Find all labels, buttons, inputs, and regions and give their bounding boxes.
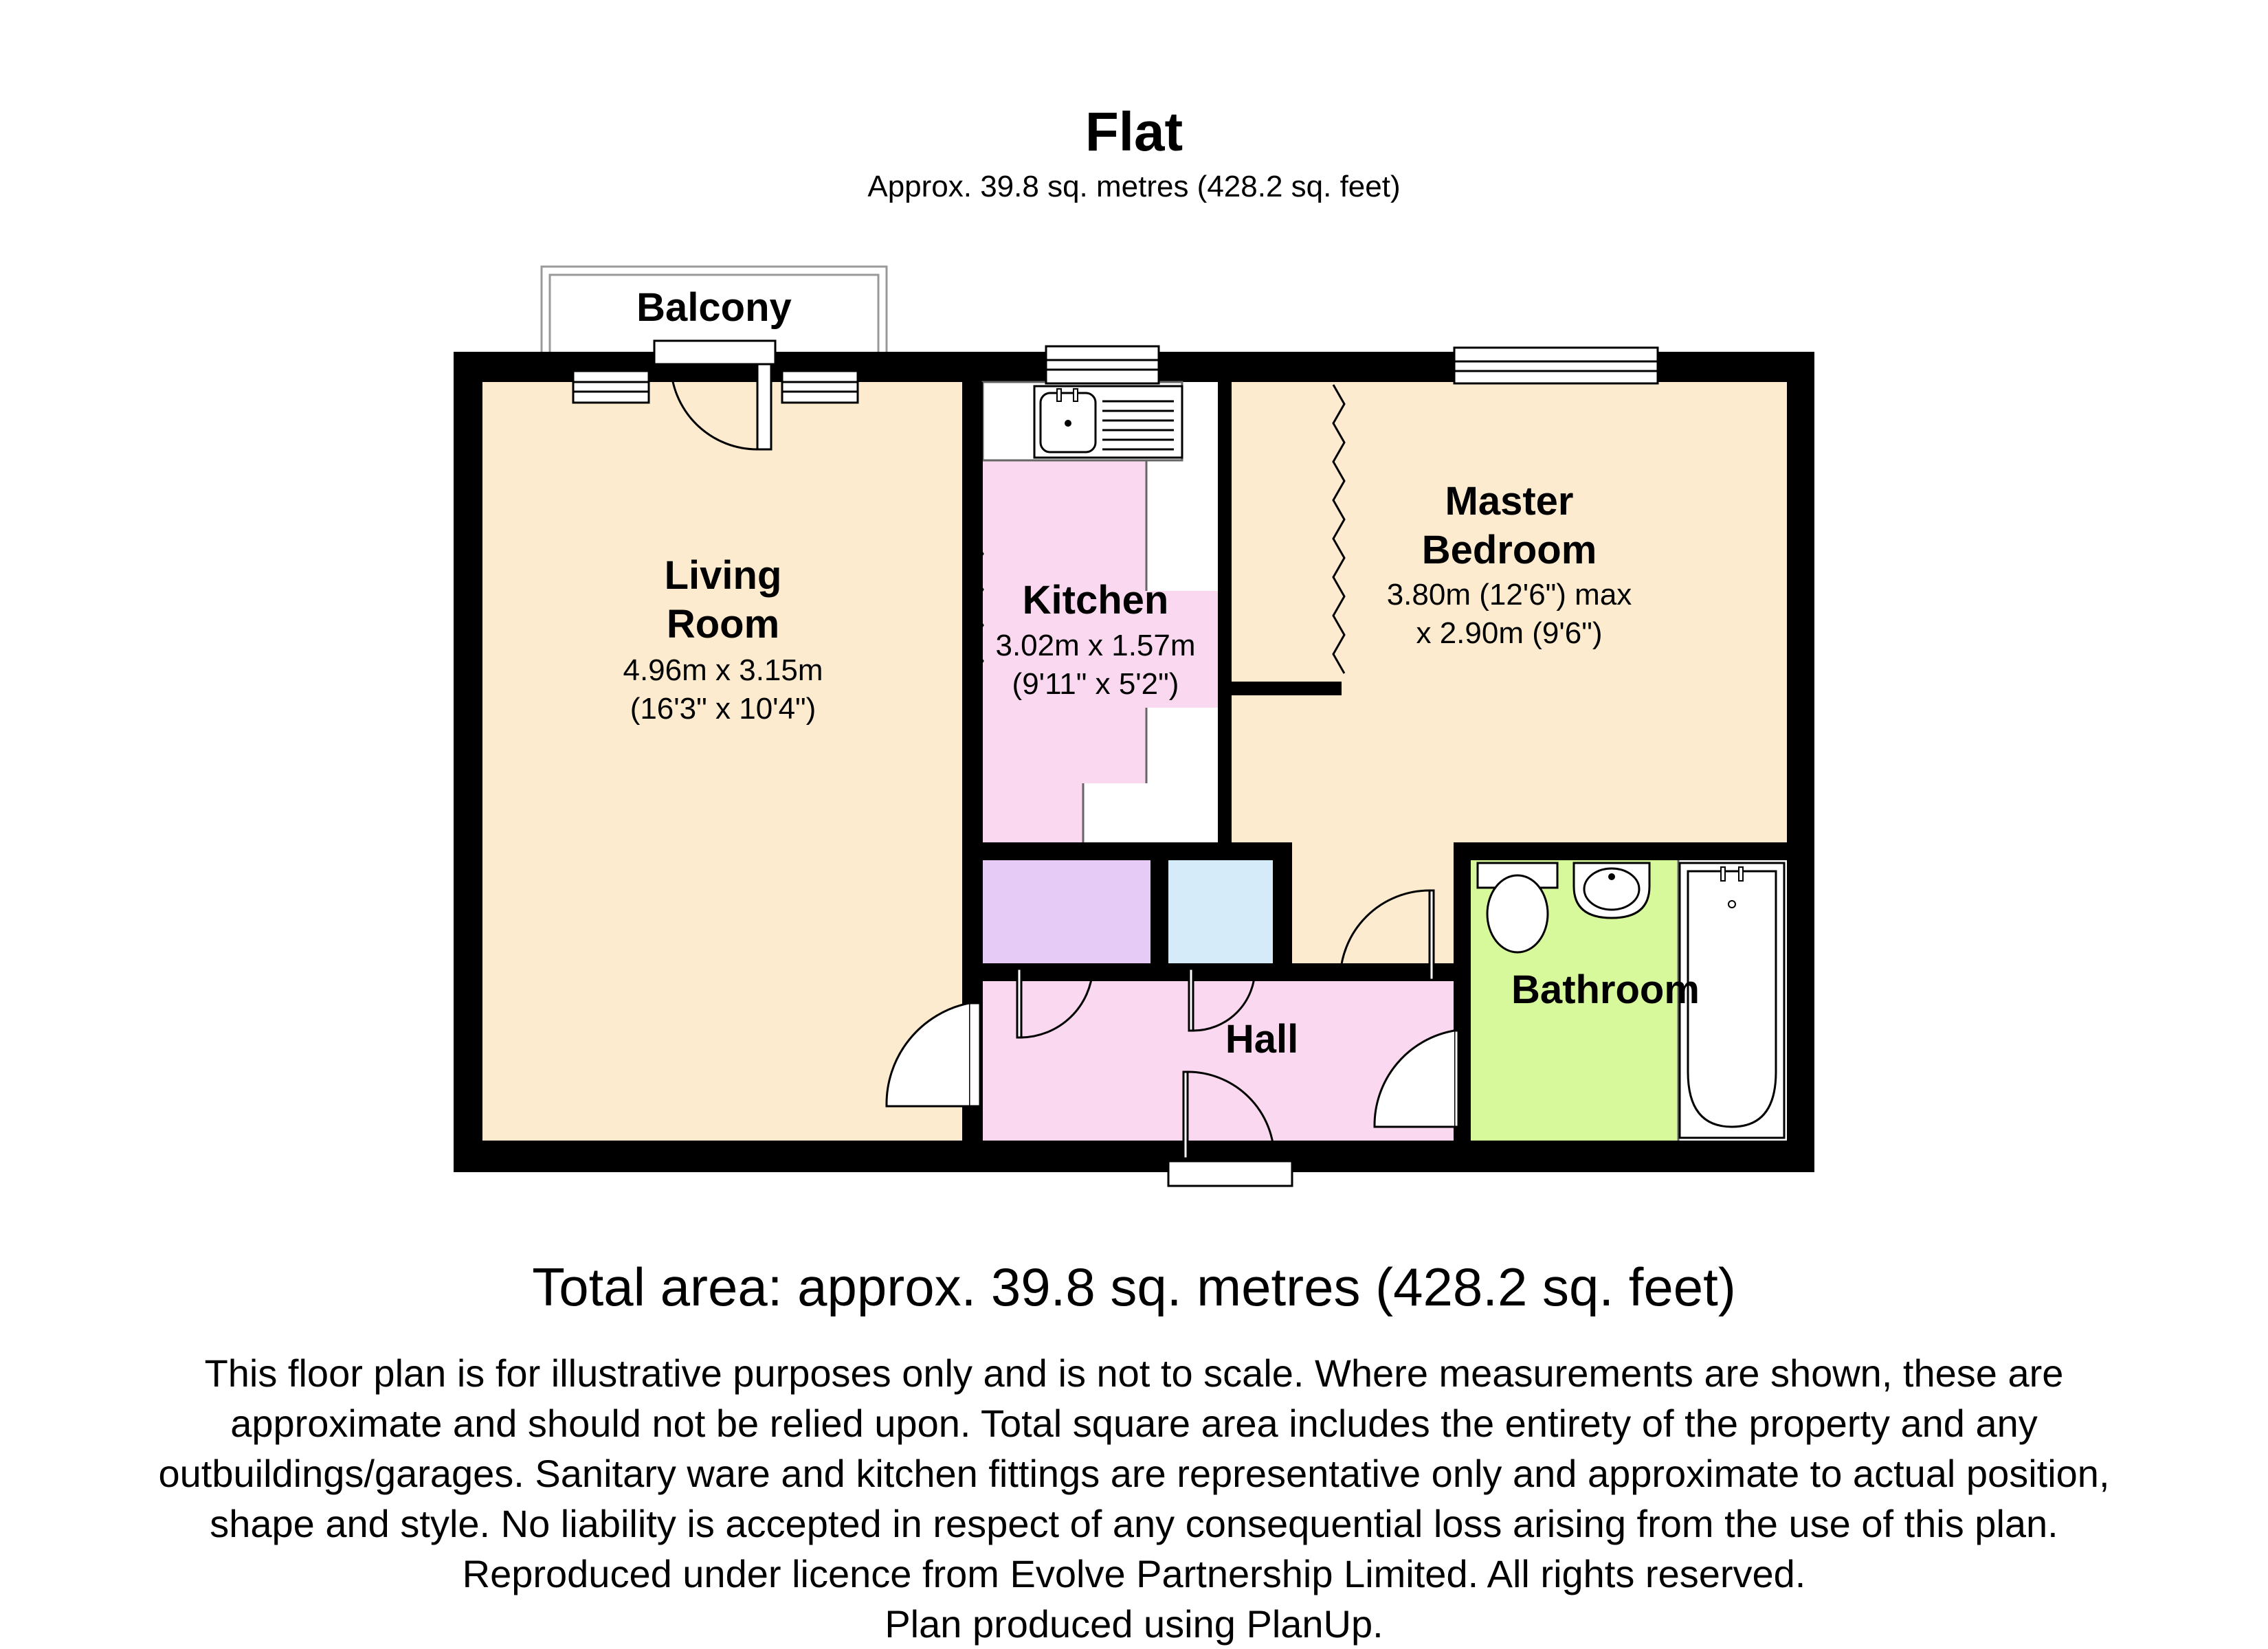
kitchen-dims-1: 3.02m x 1.57m (995, 629, 1196, 662)
hall-label: Hall (1225, 1017, 1299, 1062)
disclaimer-line: shape and style. No liability is accepted in respect of any consequential loss arising from the use of this plan. (210, 1502, 2058, 1545)
disclaimer-line: approximate and should not be relied upon. Total square area includes the entirety of the property and any (230, 1402, 2038, 1445)
wash-basin-icon (1574, 863, 1649, 918)
disclaimer (0, 1348, 2268, 1649)
living-room-label-2: Room (666, 602, 780, 647)
living-room-dims-2: (16'3" x 10'4") (630, 692, 816, 726)
disclaimer-line: Reproduced under licence from Evolve Partnership Limited. All rights reserved. (462, 1552, 1806, 1595)
disclaimer-line: Plan produced using PlanUp. (885, 1602, 1383, 1646)
living-room-floor (482, 382, 962, 1141)
disclaimer-line: outbuildings/garages. Sanitary ware and kitchen fittings are representative only and approximate to actual position, (158, 1452, 2110, 1495)
cupboard-purple (983, 860, 1150, 963)
master-bedroom-label-1: Master (1445, 479, 1574, 524)
disclaimer-line: This floor plan is for illustrative purposes only and is not to scale. Where measurements are shown, these are (204, 1351, 2064, 1395)
bathroom-label: Bathroom (1511, 967, 1700, 1012)
kitchen-label: Kitchen (1022, 578, 1169, 622)
plan-title: Flat (1085, 101, 1183, 162)
living-room-label-1: Living (664, 553, 782, 598)
plan-subtitle: Approx. 39.8 sq. metres (428.2 sq. feet) (867, 170, 1401, 203)
master-bedroom-dims-2: x 2.90m (9'6") (1416, 616, 1603, 650)
living-room-dims-1: 4.96m x 3.15m (623, 653, 823, 687)
total-area: Total area: approx. 39.8 sq. metres (428.2 sq. feet) (532, 1257, 1736, 1317)
master-bedroom-dims-1: 3.80m (12'6") max (1386, 578, 1632, 612)
kitchen-sink-icon (1034, 386, 1182, 458)
balcony-label: Balcony (636, 285, 792, 330)
kitchen-dims-2: (9'11" x 5'2") (1012, 667, 1179, 701)
master-bedroom-label-2: Bedroom (1421, 528, 1597, 572)
cupboard-blue (1168, 860, 1273, 963)
